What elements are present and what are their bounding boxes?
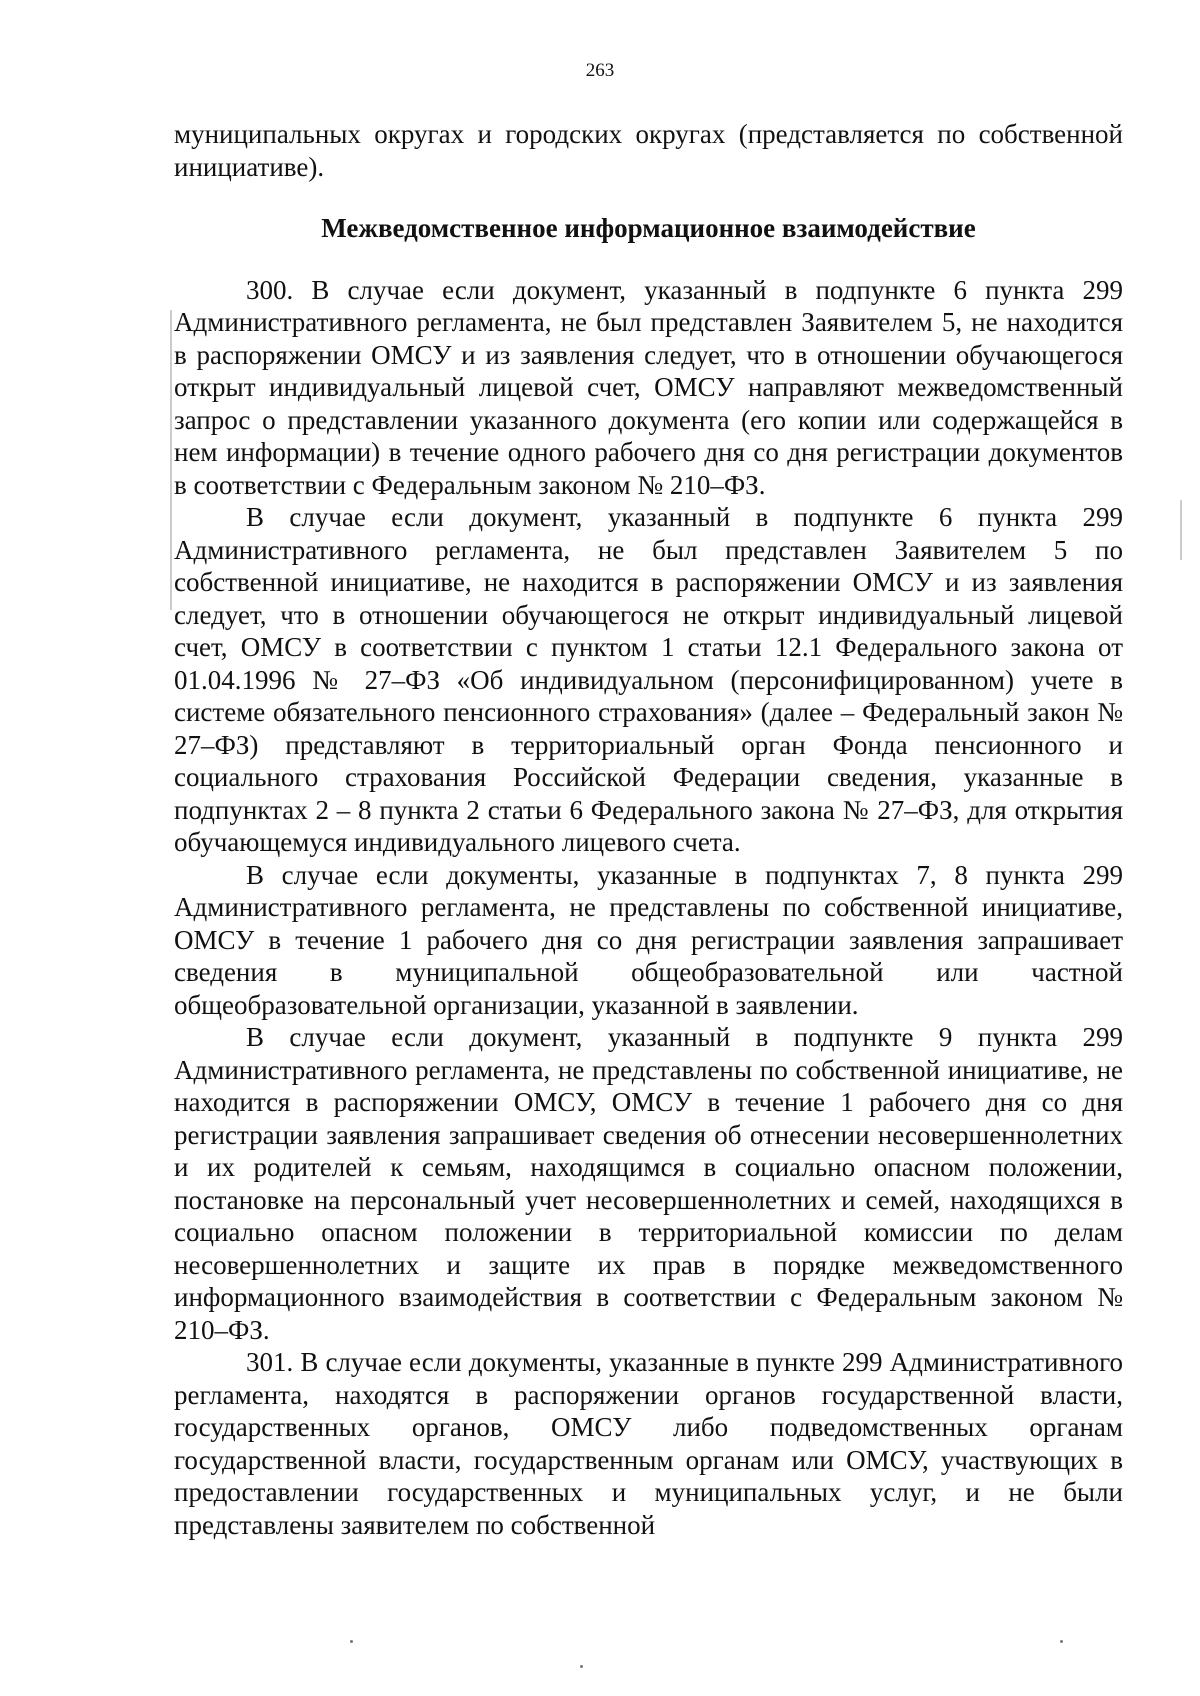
paragraph-300: 300. В случае если документ, указанный в подпункте 6 пункта 299 Административного регламента, не был представлен Заявителем 5, не находится в распоряжении ОМСУ и из заявления следует, что в отношении обучающегося открыт индивидуальный лицевой счет, ОМСУ направляют межведомственный запрос о представлении указанного документа (его копии или содержащейся в нем информации) в течение одного рабочего дня со дня регистрации документов в соответствии с Федеральным законом № 210–ФЗ.: [174, 274, 1123, 500]
paragraph-300-social-danger: В случае если документ, указанный в подпункте 9 пункта 299 Административного регламента, не представлены по собственной инициативе, не находится в распоряжении ОМСУ, ОМСУ в течение 1 рабочего дня со дня регистрации заявления запрашивает сведения об отнесении несовершеннолетних и их родителей к семьям, находящимся в социально опасном положении, постановке на персональный учет несовершеннолетних и семей, находящихся в социально опасном положении в территориальной комиссии по делам несовершеннолетних и защите их прав в порядке межведомственного информационного взаимодействия в соответствии с Федеральным законом № 210–ФЗ.: [174, 1022, 1123, 1345]
paragraph-300-school-info: В случае если документы, указанные в подпунктах 7, 8 пункта 299 Административного регламента, не представлены по собственной инициативе, ОМСУ в течение 1 рабочего дня со дня регистрации заявления запрашивает сведения в муниципальной общеобразовательной или частной общеобразовательной организации, указанной в заявлении.: [174, 859, 1123, 1020]
section-heading: Межведомственное информационное взаимодействие: [321, 213, 976, 243]
scan-speck: [350, 1640, 353, 1643]
page-number: 263: [585, 60, 615, 81]
scan-margin-mark: [1180, 500, 1182, 560]
paragraph-continuation: муниципальных округах и городских округах (представляется по собственной инициативе).: [174, 119, 1123, 182]
scan-speck: [580, 1665, 583, 1668]
paragraph-300-pension-account: В случае если документ, указанный в подпункте 6 пункта 299 Административного регламента, не был представлен Заявителем 5 по собственной инициативе, не находится в распоряжении ОМСУ и из заявления следует, что в отношении обучающегося не открыт индивидуальный лицевой счет, ОМСУ в соответствии с пунктом 1 статьи 12.1 Федерального закона от 01.04.1996 № 27–ФЗ «Об индивидуальном (персонифицированном) учете в системе обязательного пенсионного страхования» (далее – Федеральный закон № 27–ФЗ) представляют в территориальный орган Фонда пенсионного и социального страхования Российской Федерации сведения, указанные в подпунктах 2 – 8 пункта 2 статьи 6 Федерального закона № 27–ФЗ, для открытия обучающемуся индивидуального лицевого счета.: [174, 502, 1123, 857]
document-body: [174, 118, 1123, 1541]
scan-margin-mark: [170, 310, 172, 610]
scan-speck: [1060, 1640, 1063, 1643]
paragraph-301: 301. В случае если документы, указанные в пункте 299 Административного регламента, находятся в распоряжении органов государственной власти, государственных органов, ОМСУ либо подведомственных органам государственной власти, государственным органам или ОМСУ, участвующих в предоставлении государственных и муниципальных услуг, и не были представлены заявителем по собственной: [174, 1347, 1123, 1540]
